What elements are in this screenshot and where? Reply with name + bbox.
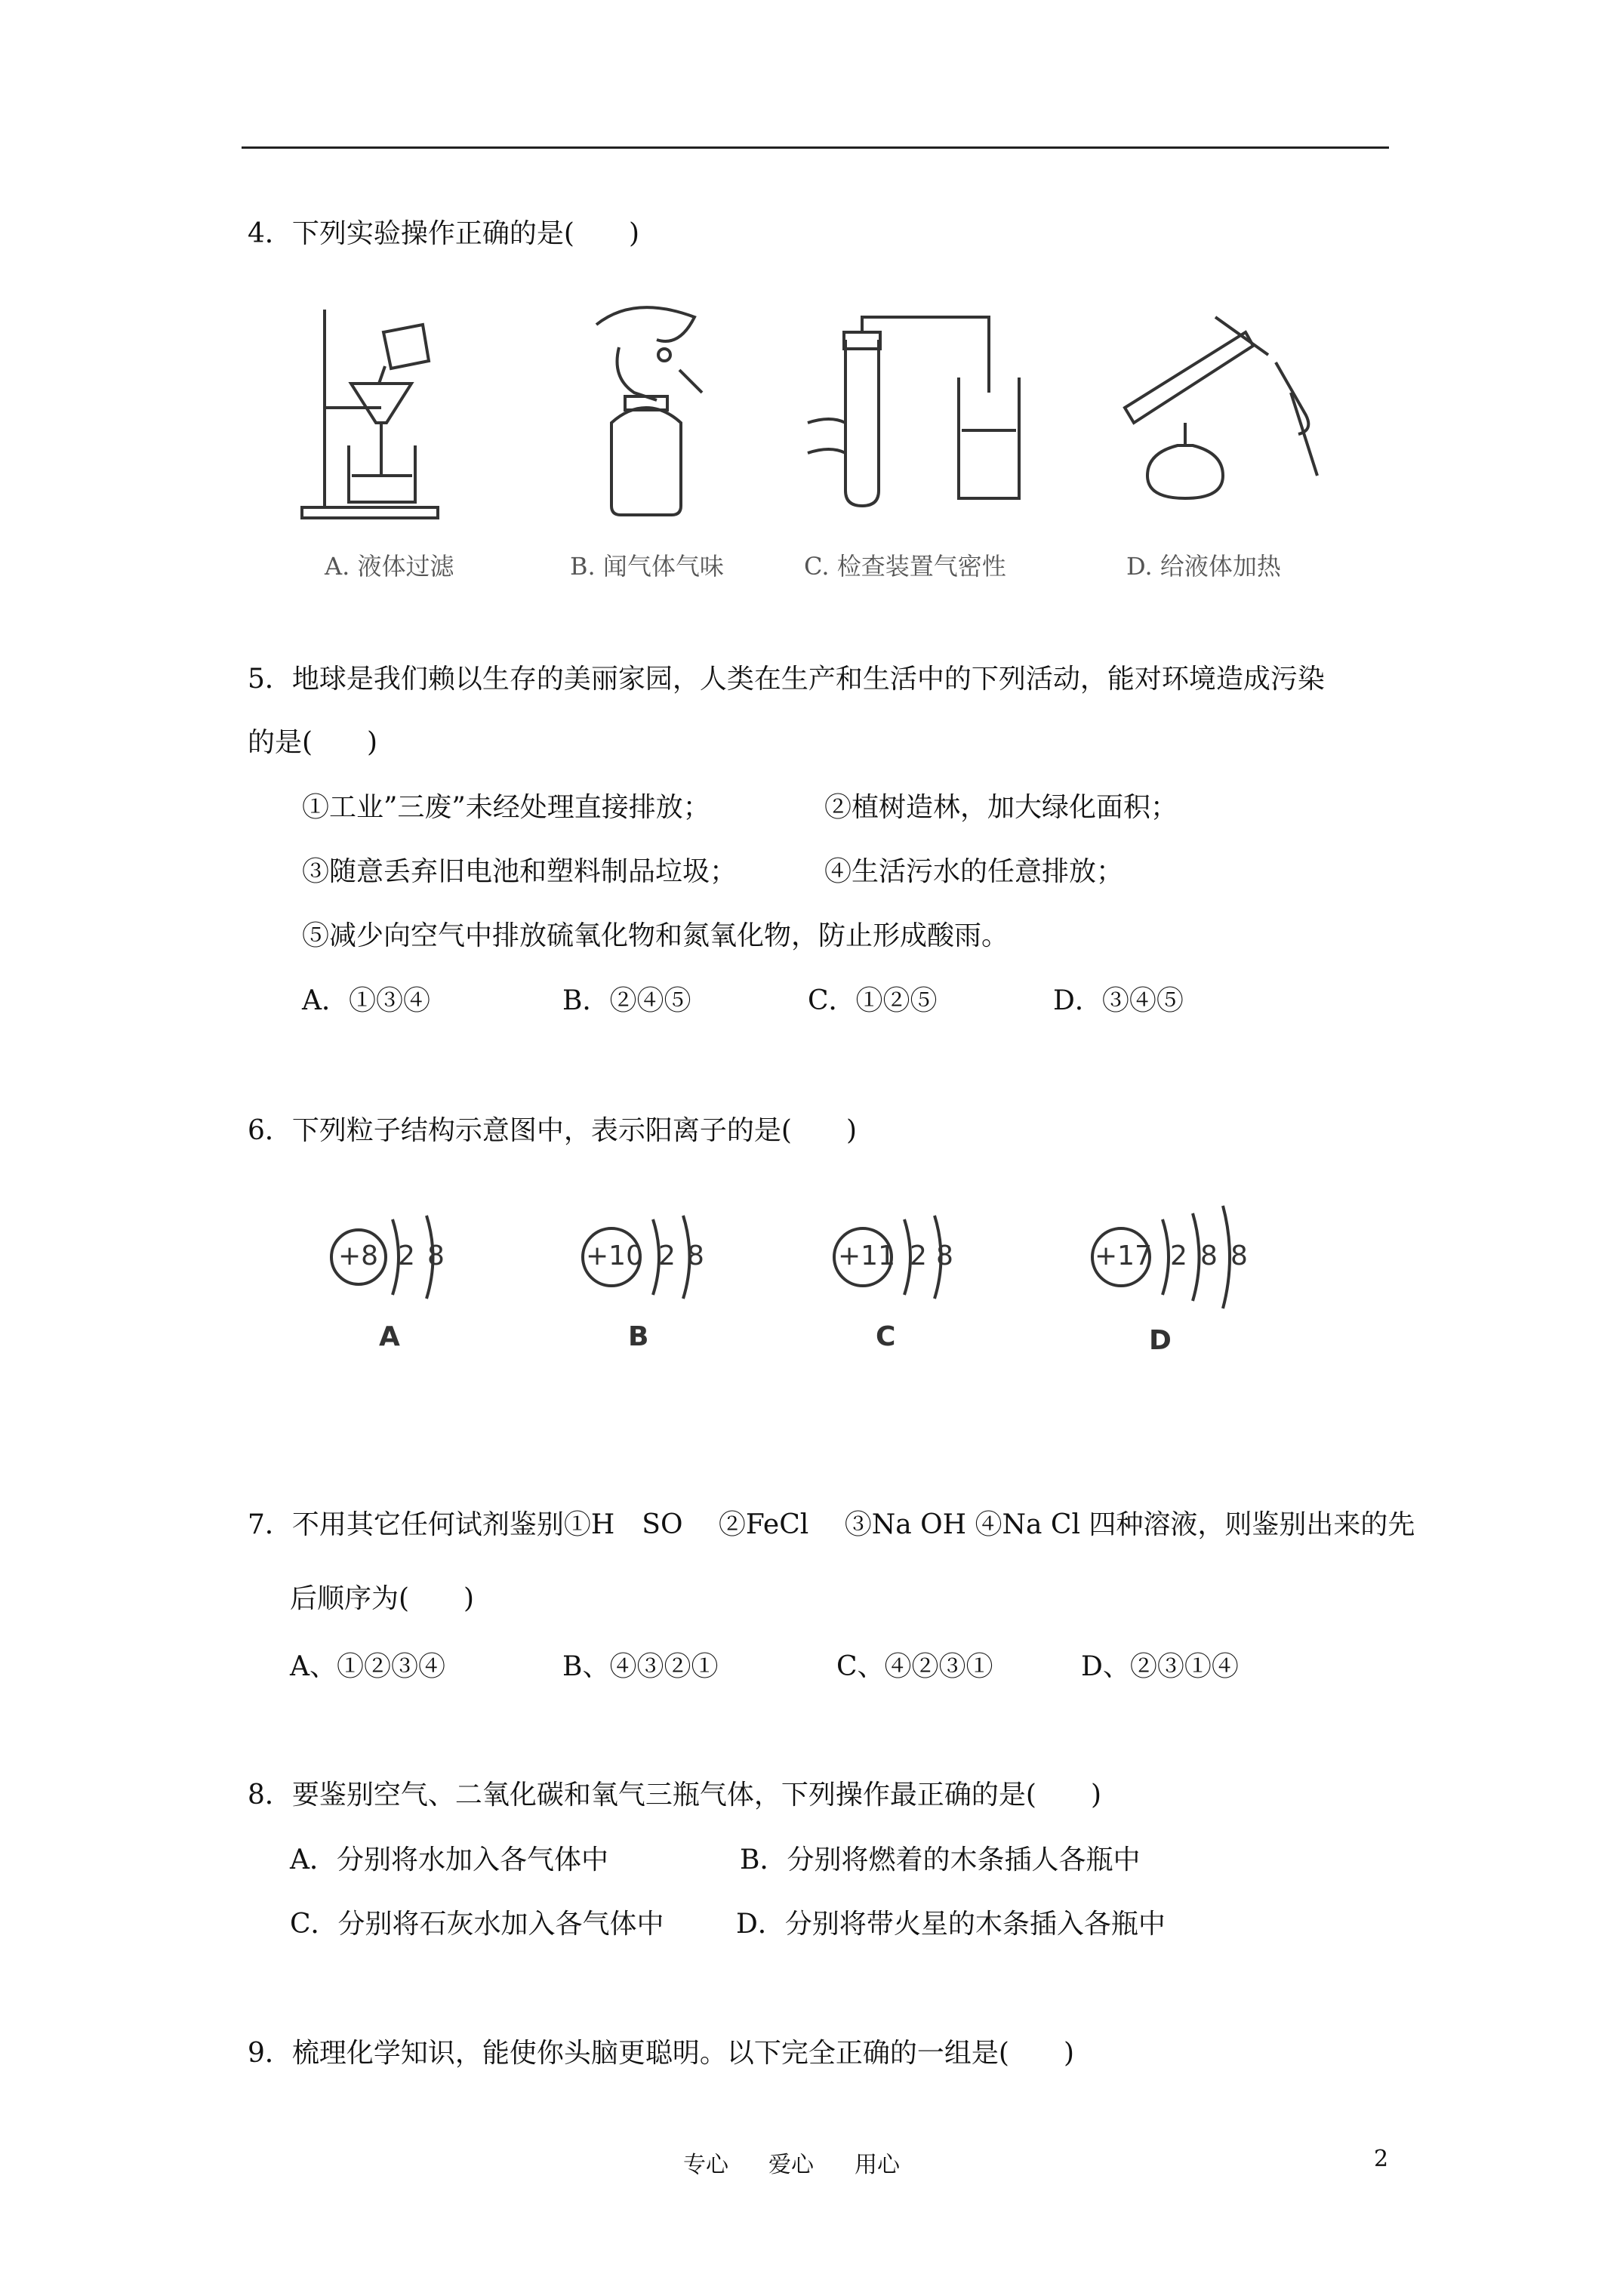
atom-a-shell-1: 2 <box>398 1240 415 1271</box>
page-number: 2 <box>1374 2146 1389 2172</box>
atom-b-shell-1: 2 <box>658 1240 676 1271</box>
atom-d-shell-2: 8 <box>1200 1240 1218 1271</box>
q5-item-1: ①工业”三废”未经处理直接排放； <box>302 792 710 823</box>
footer-motto-1: 专心 <box>683 2152 728 2178</box>
q5-option-d: D．③④⑤ <box>1053 985 1184 1016</box>
q7-option-d: D、②③①④ <box>1081 1651 1239 1682</box>
atom-d-shell-1: 2 <box>1170 1240 1187 1271</box>
heating-figure <box>1102 302 1329 529</box>
atom-a-label: A <box>379 1321 400 1352</box>
q4-caption-b: B. 闻气体气味 <box>570 552 724 581</box>
q5-stem-line2: 的是( ) <box>248 727 378 758</box>
q8-option-b: B．分别将燃着的木条插人各瓶中 <box>740 1845 1141 1875</box>
header-rule <box>242 146 1389 149</box>
atom-d-shell-3: 8 <box>1230 1240 1248 1271</box>
q8-option-a: A．分别将水加入各气体中 <box>290 1845 608 1875</box>
q5-item-3: ③随意丢弃旧电池和塑料制品垃圾； <box>302 856 738 887</box>
footer-motto-2: 爱心 <box>768 2152 814 2178</box>
q7-option-c: C、④②③① <box>836 1651 993 1682</box>
atom-b-nucleus: +10 <box>586 1240 643 1271</box>
q5-option-c: C．①②⑤ <box>808 985 938 1016</box>
q5-item-4: ④生活污水的任意排放； <box>824 856 1124 887</box>
q4-caption-a: A. 液体过滤 <box>325 552 454 581</box>
q4-caption-d: D. 给液体加热 <box>1126 552 1281 581</box>
q4-stem: 4．下列实验操作正确的是( ) <box>248 218 639 249</box>
atom-a-shell-2: 8 <box>427 1240 445 1271</box>
q7-stem-line2: 后顺序为( ) <box>290 1583 475 1614</box>
q9-stem: 9．梳理化学知识，能使你头脑更聪明。以下完全正确的一组是( ) <box>248 2038 1074 2069</box>
q8-option-c: C．分别将石灰水加入各气体中 <box>290 1909 664 1940</box>
q5-option-a: A．①③④ <box>302 985 430 1016</box>
atom-c-shell-1: 2 <box>910 1240 927 1271</box>
atom-b-shell-2: 8 <box>687 1240 704 1271</box>
atom-d-nucleus: +17 <box>1095 1240 1152 1271</box>
q7-stem-line1: 7．不用其它任何试剂鉴别①H SO ②FeCl ③Na OH ④Na Cl 四种溶液，则鉴别出来的先 <box>248 1509 1415 1540</box>
q6-stem: 6．下列粒子结构示意图中，表示阳离子的是( ) <box>248 1115 857 1146</box>
atom-b-label: B <box>628 1321 649 1352</box>
atom-c-shell-2: 8 <box>936 1240 953 1271</box>
q7-option-a: A、①②③④ <box>290 1651 445 1682</box>
footer-motto-3: 用心 <box>855 2152 900 2178</box>
filtration-figure <box>294 294 468 529</box>
atom-d-label: D <box>1149 1325 1172 1356</box>
q8-stem: 8．要鉴别空气、二氧化碳和氧气三瓶气体，下列操作最正确的是( ) <box>248 1780 1101 1811</box>
atom-a-nucleus: +8 <box>338 1240 379 1271</box>
q5-option-b: B．②④⑤ <box>562 985 691 1016</box>
airtightness-figure <box>800 302 1042 529</box>
atom-c-nucleus: +11 <box>838 1240 895 1271</box>
q5-stem-line1: 5．地球是我们赖以生存的美丽家园，人类在生产和生活中的下列活动，能对环境造成污染 <box>248 664 1325 695</box>
q4-caption-c: C. 检查装置气密性 <box>804 552 1006 581</box>
q7-option-b: B、④③②① <box>562 1651 719 1682</box>
q5-item-5: ⑤减少向空气中排放硫氧化物和氮氧化物，防止形成酸雨。 <box>302 920 1009 951</box>
q8-option-d: D．分别将带火星的木条插入各瓶中 <box>736 1909 1166 1940</box>
q5-item-2: ②植树造林，加大绿化面积； <box>824 792 1178 823</box>
atom-c-label: C <box>876 1321 896 1352</box>
smell-gas-figure <box>574 294 740 529</box>
